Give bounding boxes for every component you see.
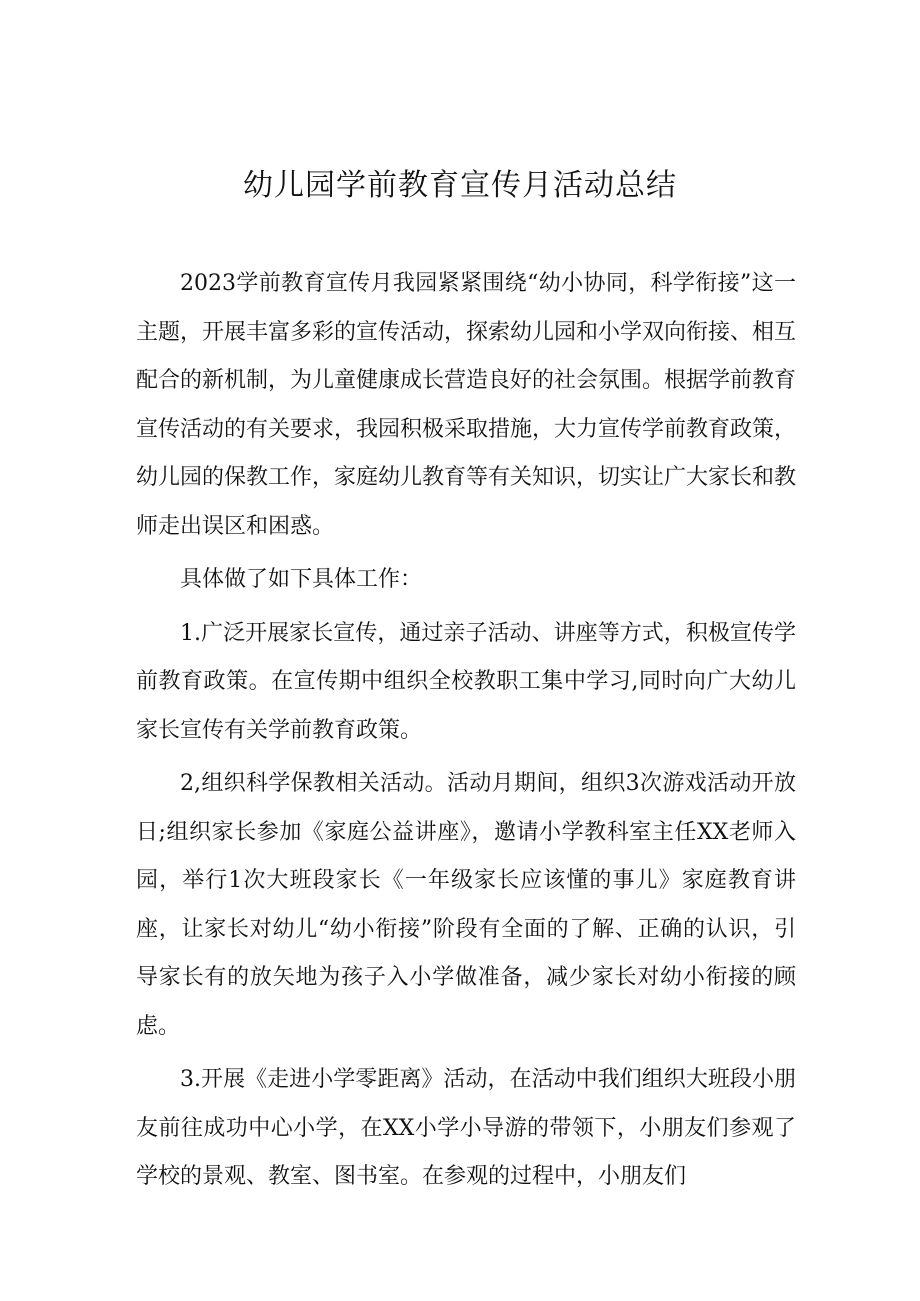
paragraph-intro: 2023学前教育宣传月我园紧紧围绕“幼小协同，科学衔接”这一主题，开展丰富多彩的宣传活动，探索幼儿园和小学双向衔接、相互配合的新机制，为儿童健康成长营造良好的社会氛围。根据学前教育宣传活动的有关要求，我园积极采取措施，大力宣传学前教育政策，幼儿园的保教工作，家庭幼儿教育等有关知识，切实让广大家长和教师走出误区和困惑。 bbox=[136, 271, 797, 539]
paragraph-item-3: 3.开展《走进小学零距离》活动，在活动中我们组织大班段小朋友前往成功中心小学，在XX小学小导游的带领下，小朋友们参观了学校的景观、教室、图书室。在参观的过程中，小朋友们 bbox=[136, 1067, 796, 1189]
document-title: 幼儿园学前教育宣传月活动总结 bbox=[243, 168, 677, 203]
paragraph-item-1: 1.广泛开展家长宣传，通过亲子活动、讲座等方式，积极宣传学前教育政策。在宣传期中组织全校教职工集中学习,同时向广大幼儿家长宣传有关学前教育政策。 bbox=[136, 620, 796, 743]
paragraph-work-intro: 具体做了如下具体工作： bbox=[180, 567, 423, 592]
paragraph-item-2: 2,组织科学保教相关活动。活动月期间，组织3次游戏活动开放日;组织家长参加《家庭公益讲座》，邀请小学教科室主任XX老师入园，举行1次大班段家长《一年级家长应该懂的事儿》家庭教育讲座，让家长对幼儿“幼小衔接”阶段有全面的了解、正确的认识，引导家长有的放矢地为孩子入小学做准备，减少家长对幼小衔接的顾虑。 bbox=[136, 771, 796, 1039]
document-body bbox=[136, 260, 796, 1202]
